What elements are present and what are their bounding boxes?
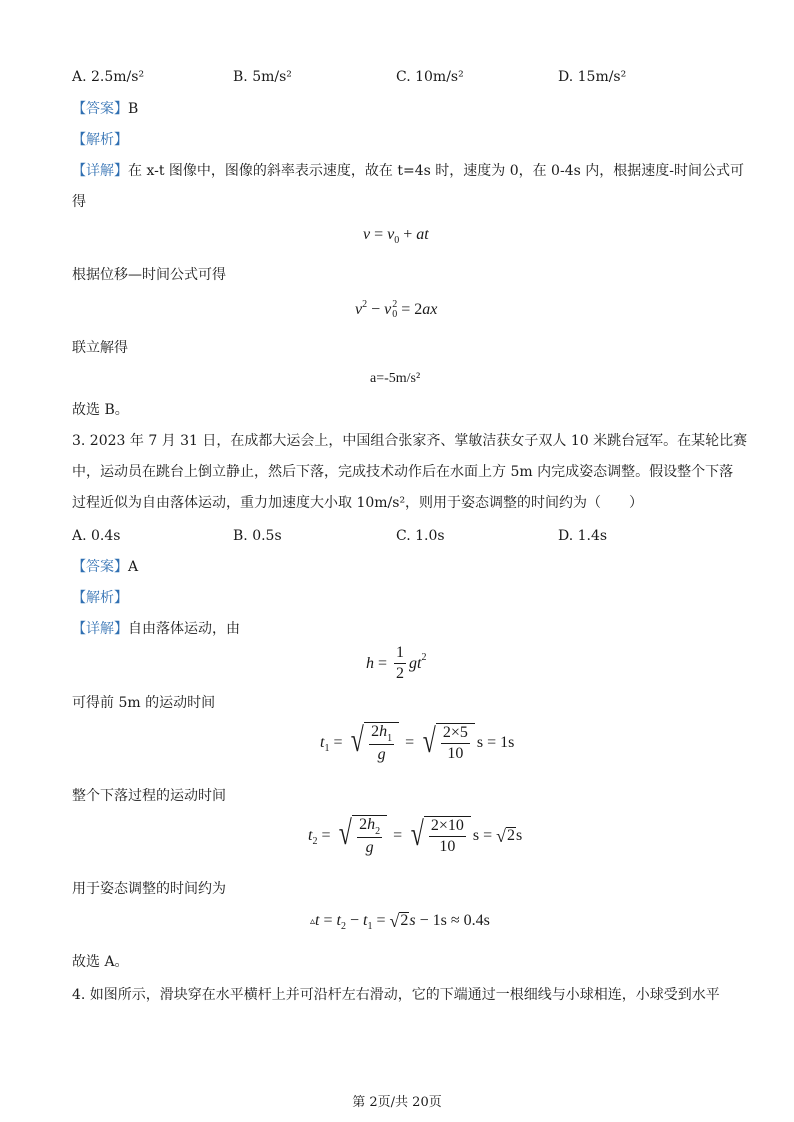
q3-option-d: D. 1.4s [558, 528, 608, 544]
detail-tag: 【详解】 [72, 163, 128, 179]
q2-option-c: C. 10m/s² [396, 69, 464, 85]
q3-first5m-text: 可得前 5m 的运动时间 [72, 695, 216, 711]
q2-detail-line1 [72, 162, 744, 180]
equation-t2: t 2 = √ $\frac{2h_2}{g}$ = √ $\frac{2\times 10}{10}$ s = √ 2 s [308, 815, 523, 856]
q3-stem-line2: 中，运动员在跳台上倒立静止，然后下落，完成技术动作后在水面上方 5m 内完成姿态调整。假设整个下落 [72, 464, 734, 480]
answer-value: B [128, 101, 139, 117]
q3-answer-line [72, 558, 138, 576]
q2-combine-text: 联立解得 [72, 340, 128, 356]
q3-analysis-tag: 【解析】 [72, 590, 128, 606]
q2-option-b: B. 5m/s² [233, 69, 292, 85]
q3-stem-line1: 3. 2023 年 7 月 31 日，在成都大运会上，中国组合张家齐、掌敏洁获女子双人 10 米跳台冠军。在某轮比赛 [72, 433, 748, 449]
q2-option-d: D. 15m/s² [558, 69, 627, 85]
q3-option-a: A. 0.4s [72, 528, 121, 544]
page-footer: 第 2页/共 20页 [352, 1095, 442, 1110]
detail-text: 在 x-t 图像中，图像的斜率表示速度，故在 t=4s 时，速度为 0，在 0-4s 内，根据速度-时间公式可 [128, 163, 744, 179]
equation-displacement: v 2 − v 2 0 = 2 ax [355, 298, 438, 320]
q3-option-c: C. 1.0s [396, 528, 445, 544]
equation-t1: t 1 = √ $\frac{2h_1}{g}$ = √ $\frac{2\times 5}{10}$ s = 1s [320, 722, 515, 763]
q2-option-a: A. 2.5m/s² [72, 69, 145, 85]
q2-conclusion: 故选 B。 [72, 402, 129, 418]
q2-analysis-tag: 【解析】 [72, 132, 128, 148]
q4-stem-line1: 4. 如图所示，滑块穿在水平横杆上并可沿杆左右滑动，它的下端通过一根细线与小球相连，小球受到水平 [72, 987, 720, 1003]
equation-free-fall: h = $\frac{1}{2}$ gt 2 [366, 644, 427, 682]
equation-velocity-time: v = v 0 + at [363, 226, 429, 246]
detail-tag: 【详解】 [72, 621, 128, 637]
equation-delta-t: ▵ t = t 2 − t 1 = √ 2 s − 1s ≈ 0.4s [310, 911, 490, 932]
q2-displacement-text: 根据位移—时间公式可得 [72, 267, 226, 283]
q3-adjust-text: 用于姿态调整的时间约为 [72, 881, 226, 897]
q3-option-b: B. 0.5s [233, 528, 282, 544]
q2-answer-line [72, 100, 138, 118]
q3-total-text: 整个下落过程的运动时间 [72, 788, 226, 804]
q2-result: a=-5m/s² [370, 371, 421, 386]
q3-detail-line [72, 620, 240, 638]
q2-detail-line2: 得 [72, 194, 86, 210]
q3-conclusion: 故选 A。 [72, 954, 129, 970]
q3-stem-line3: 过程近似为自由落体运动，重力加速度大小取 10m/s²，则用于姿态调整的时间约为（ ） [72, 495, 644, 511]
answer-value: A [128, 559, 139, 575]
answer-tag: 【答案】 [72, 101, 128, 117]
answer-tag: 【答案】 [72, 559, 128, 575]
detail-text: 自由落体运动，由 [128, 621, 240, 637]
